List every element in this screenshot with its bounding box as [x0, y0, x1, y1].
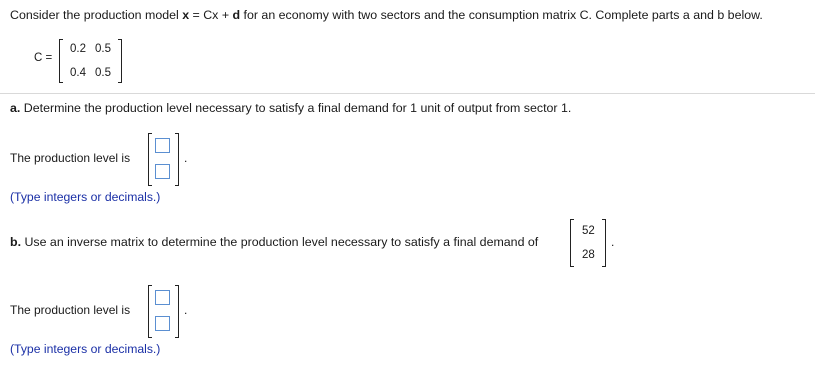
part-b-hint: (Type integers or decimals.): [10, 342, 161, 356]
part-b-answer-period: .: [184, 303, 188, 317]
demand-value: 52: [582, 225, 595, 237]
divider: [0, 93, 815, 94]
matrix-c-cell: 0.2: [70, 43, 86, 55]
part-a-period: .: [184, 151, 188, 165]
demand-value: 28: [582, 249, 595, 261]
vector-x: x: [182, 8, 190, 22]
part-b-heading: b. Use an inverse matrix to determine the production level necessary to satisfy a final demand of: [10, 235, 539, 249]
matrix-c-cell: 0.5: [95, 67, 111, 79]
part-a-answer-label: The production level is: [10, 151, 131, 165]
demand-left-bracket: [570, 219, 574, 267]
matrix-c-cell: 0.4: [70, 67, 86, 79]
question-text: Consider the production model x = Cx + d for an economy with two sectors and the consumption matrix C. Complete parts a and b below.: [10, 8, 763, 22]
matrix-c-right-bracket: [118, 39, 122, 83]
part-a-hint: (Type integers or decimals.): [10, 190, 161, 204]
matrix-c-label: C =: [34, 52, 53, 64]
part-b-answer-input-1[interactable]: [155, 290, 170, 305]
demand-right-bracket: [602, 219, 606, 267]
part-a-heading: a. Determine the production level necessary to satisfy a final demand for 1 unit of output from sector 1.: [10, 101, 572, 115]
part-b-left-bracket: [148, 285, 152, 338]
part-b-right-bracket: [175, 285, 179, 338]
part-a-left-bracket: [148, 133, 152, 186]
matrix-c-left-bracket: [59, 39, 63, 83]
part-b-period: .: [611, 235, 615, 249]
part-a-answer-input-2[interactable]: [155, 164, 170, 179]
vector-d: d: [232, 8, 241, 22]
part-a-right-bracket: [175, 133, 179, 186]
part-a-answer-input-1[interactable]: [155, 138, 170, 153]
part-b-answer-label: The production level is: [10, 303, 131, 317]
matrix-c-cell: 0.5: [95, 43, 111, 55]
part-b-answer-input-2[interactable]: [155, 316, 170, 331]
